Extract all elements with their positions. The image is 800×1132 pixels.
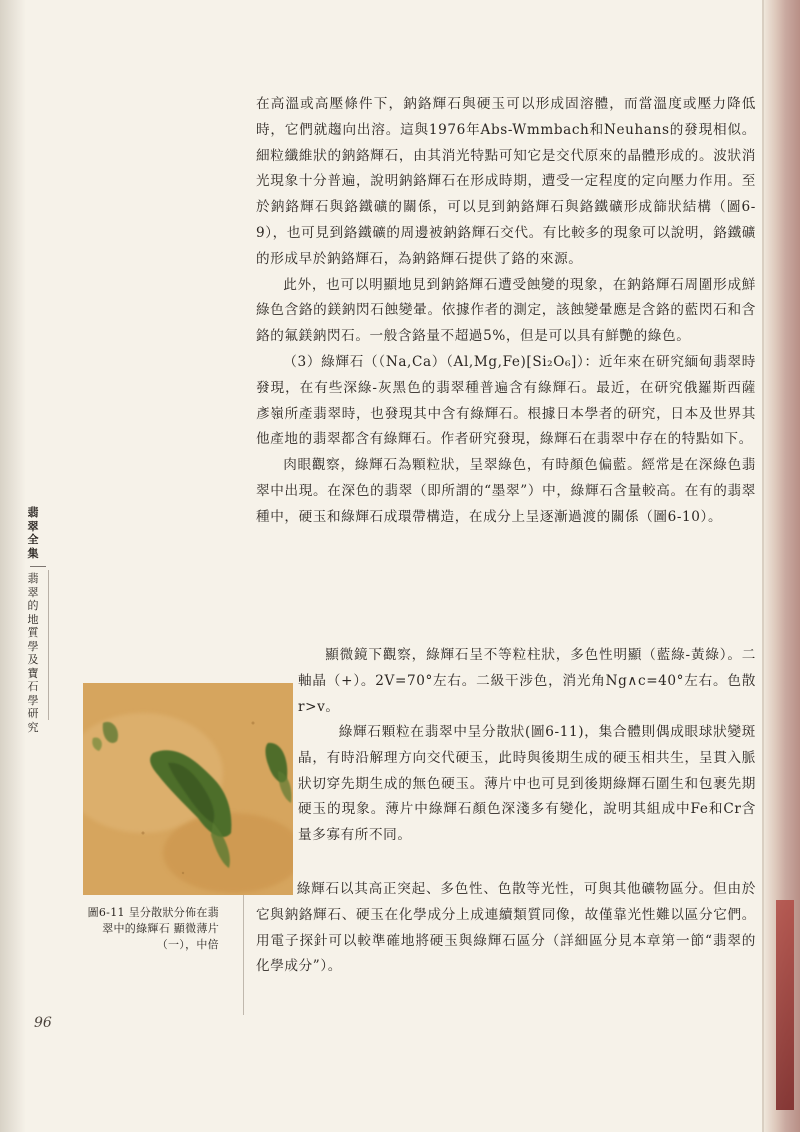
micrograph-photo: [83, 683, 293, 895]
side-subtitle-char: 翠: [27, 585, 39, 599]
paragraph-3: （3）綠輝石（（Na,Ca）（Al,Mg,Fe)[Si₂O₆]）：近年來在研究緬甸翡翠時發現，在有些深綠-灰黑色的翡翠種普遍含有綠輝石。最近，在研究俄羅斯西薩彥嶺所產翡翠時，也發現其中含有綠輝石。根據日本學者的研究，日本及世界其他產地的翡翠都含有綠輝石。作者研究發現，綠輝石在翡翠中存在的特點如下。: [256, 353, 756, 448]
side-subtitle-char: 及: [27, 653, 39, 666]
micrograph-illustration: [83, 683, 293, 895]
paragraph-4: 肉眼觀察，綠輝石為顆粒狀，呈翠綠色，有時顏色偏藍。經常是在深綠色翡翠中出現。在深色的翡翠（即所謂的“墨翠”）中，綠輝石含量較高。在有的翡翠種中，硬玉和綠輝石成環帶構造，在成分上呈逐漸過渡的關係（圖6-10）。: [256, 457, 756, 525]
side-title-char: 全: [27, 533, 39, 546]
caption-divider: [243, 895, 244, 1015]
side-subtitle-char: 究: [27, 720, 39, 734]
side-subtitle-char: 的: [27, 599, 39, 612]
side-subtitle-char: 石: [27, 680, 39, 693]
side-subtitle-char: 寶: [27, 666, 39, 680]
body-text-top: [256, 92, 756, 531]
side-subtitle-char: 學: [27, 639, 39, 653]
side-running-head: [23, 506, 43, 734]
side-subtitle-char: 研: [27, 707, 39, 720]
side-subtitle-char: 翡: [27, 572, 39, 585]
side-title-char: 翠: [27, 519, 39, 533]
paragraph-microscope-block: [298, 643, 756, 720]
paragraph-2: 此外，也可以明顯地見到鈉鉻輝石遭受蝕變的現象，在鈉鉻輝石周圍形成鮮綠色含鉻的鎂鈉閃石蝕變暈。依據作者的測定，該蝕變暈應是含鉻的藍閃石和含鉻的氟鎂鈉閃石。一般含鉻量不超過5%，但是可以具有鮮艷的綠色。: [256, 276, 756, 345]
side-subtitle-char: 質: [27, 626, 39, 639]
book-spine-stripe: [776, 900, 794, 1110]
side-subtitle-char: 地: [27, 612, 39, 626]
side-title-char: 翡: [27, 506, 39, 519]
paragraph-1: 在高溫或高壓條件下，鈉鉻輝石與硬玉可以形成固溶體，而當溫度或壓力降低時，它們就趨向出溶。這與1976年Abs-Wmmbach和Neuhans的發現相似。細粒纖維狀的鈉鉻輝石，由其消光特點可知它是交代原來的晶體形成的。波狀消光現象十分普遍，說明鈉鉻輝石在形成時期，遭受一定程度的定向壓力作用。至於鈉鉻輝石與鉻鐵礦的關係，可以見到鈉鉻輝石與鉻鐵礦形成篩狀結構（圖6-9），也可見到鉻鐵礦的周邊被鈉鉻輝石交代。有比較多的現象可以說明，鉻鐵礦的形成早於鈉鉻輝石，為鈉鉻輝石提供了鉻的來源。: [256, 96, 756, 267]
paragraph-distinguish: 綠輝石以其高正突起、多色性、色散等光性，可與其他礦物區分。但由於它與鈉鉻輝石、硬玉在化學成分上成連續類質同像，故僅靠光性難以區分它們。用電子探針可以較準確地將硬玉與綠輝石區分（詳細區分見本章第一節“翡翠的化學成分”）。: [256, 881, 756, 975]
figure-caption: 圖6-11 呈分散狀分佈在翡翠中的綠輝石 顯微薄片（一），中倍: [87, 906, 219, 951]
paragraph-microscope: 顯微鏡下觀察，綠輝石呈不等粒柱狀，多色性明顯（藍綠-黃綠）。二軸晶（+）。2V=70°左右。二級干涉色，消光角Ng∧c=40°左右。色散r>v。: [298, 647, 756, 715]
paragraph-grains: 綠輝石顆粒在翡翠中呈分散狀(圖6-11)，集合體則偶成眼球狀變斑晶，有時沿解理方向交代硬玉，此時與後期生成的硬玉相共生，呈貫入脈狀切穿先期生成的無色硬玉。薄片中也可見到後期綠輝石圍生和包裹先期硬玉的現象。薄片中綠輝石顏色深淺多有變化，說明其組成中Fe和Cr含量多寡有所不同。: [298, 724, 756, 844]
paragraph-grains-block: [298, 720, 756, 849]
side-label-vertical-rule: [48, 570, 49, 720]
paragraph-distinguish-block: [256, 877, 756, 980]
side-label-rule: [30, 566, 46, 567]
side-subtitle-char: 學: [27, 693, 39, 707]
side-title-char: 集: [27, 546, 39, 560]
page-number: 96: [34, 1015, 52, 1031]
